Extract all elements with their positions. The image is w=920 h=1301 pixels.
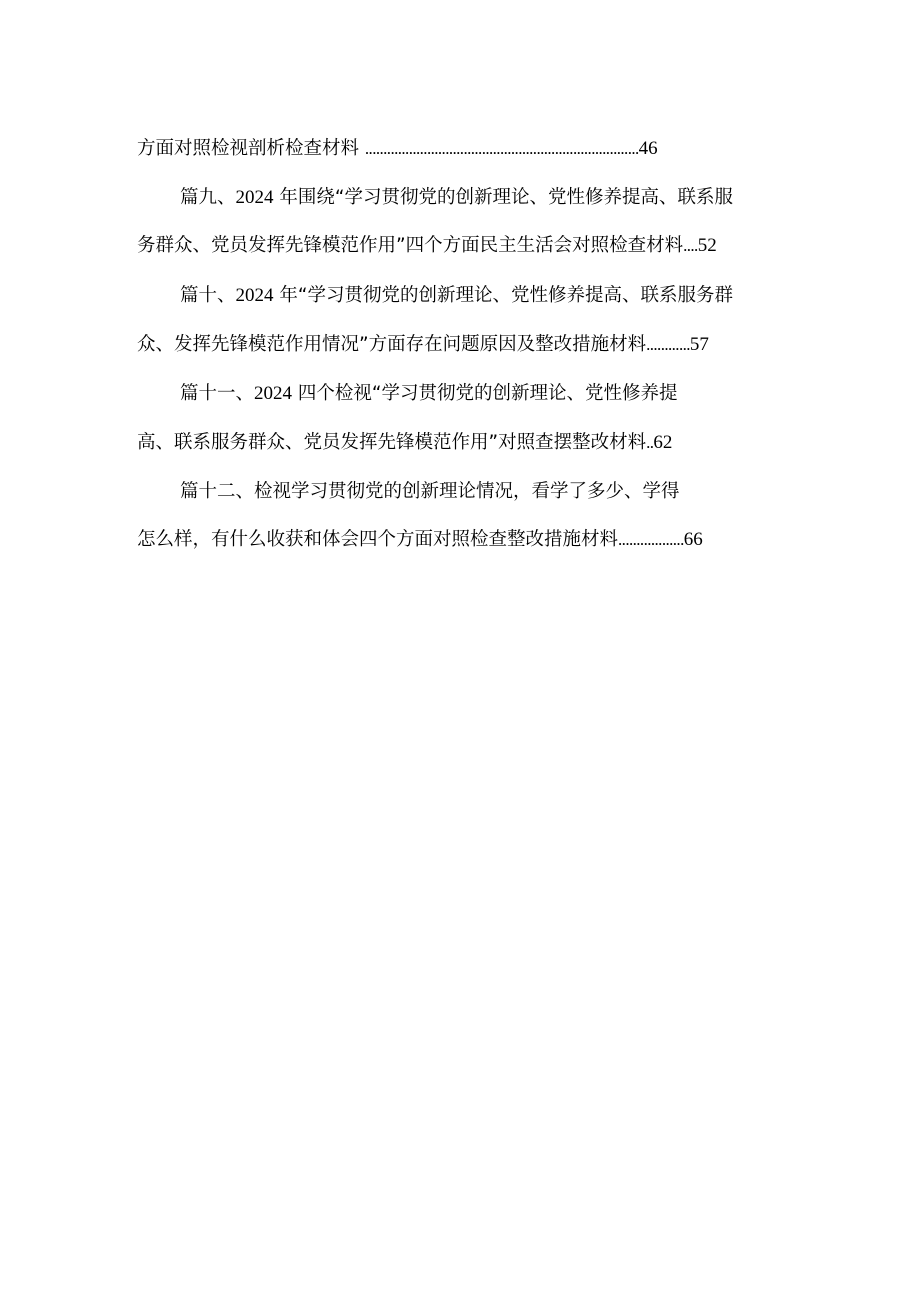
- toc-leader-dots: ..: [646, 433, 654, 452]
- toc-entry-prefix: 篇十、: [180, 285, 236, 306]
- toc-entry-prefix: 篇十一、: [180, 383, 255, 404]
- toc-entry-12-line-2[interactable]: [137, 528, 703, 552]
- toc-page-number: 46: [638, 138, 658, 159]
- toc-entry-text: 年“学习贯彻党的创新理论、党性修养提高、联系服务群: [273, 285, 733, 306]
- toc-leader-dots: ..................: [618, 530, 684, 549]
- toc-entry-9-line-1[interactable]: [180, 186, 733, 210]
- toc-entry-12-line-1[interactable]: [180, 480, 680, 504]
- toc-entry-text: 众、发挥先锋模范作用情况”方面存在问题原因及整改措施材料: [137, 334, 647, 355]
- toc-entry-9-line-2[interactable]: [137, 234, 717, 258]
- toc-entry-year: 2024: [254, 383, 293, 404]
- toc-entry-8-line-2[interactable]: [137, 137, 658, 161]
- toc-page-number: 52: [697, 235, 717, 256]
- toc-entry-text: 方面对照检视剖析检查材料: [137, 138, 365, 159]
- toc-entry-text: 篇十二、检视学习贯彻党的创新理论情况，看学了多少、学得: [180, 481, 680, 502]
- toc-entry-year: 2024: [235, 285, 274, 306]
- toc-leader-dots: ............: [646, 335, 690, 354]
- toc-entry-text: 怎么样，有什么收获和体会四个方面对照检查整改措施材料: [137, 529, 619, 550]
- toc-leader-dots: ...........................................................................: [364, 139, 639, 158]
- toc-entry-text: 高、联系服务群众、党员发挥先锋模范作用”对照查摆整改材料: [137, 432, 647, 453]
- toc-entry-year: 2024: [235, 187, 274, 208]
- toc-entry-11-line-2[interactable]: [137, 431, 672, 455]
- toc-leader-dots: ....: [683, 236, 698, 255]
- toc-entry-prefix: 篇九、: [180, 187, 236, 208]
- toc-entry-text: 四个检视“学习贯彻党的创新理论、党性修养提: [292, 383, 678, 404]
- toc-page-number: 66: [683, 529, 703, 550]
- toc-entry-10-line-1[interactable]: [180, 284, 733, 308]
- toc-page-number: 57: [689, 334, 709, 355]
- toc-entry-text: 务群众、党员发挥先锋模范作用”四个方面民主生活会对照检查材料: [137, 235, 684, 256]
- toc-entry-11-line-1[interactable]: [180, 382, 677, 406]
- toc-entry-10-line-2[interactable]: [137, 333, 709, 357]
- toc-page-number: 62: [653, 432, 673, 453]
- toc-entry-text: 年围绕“学习贯彻党的创新理论、党性修养提高、联系服: [273, 187, 733, 208]
